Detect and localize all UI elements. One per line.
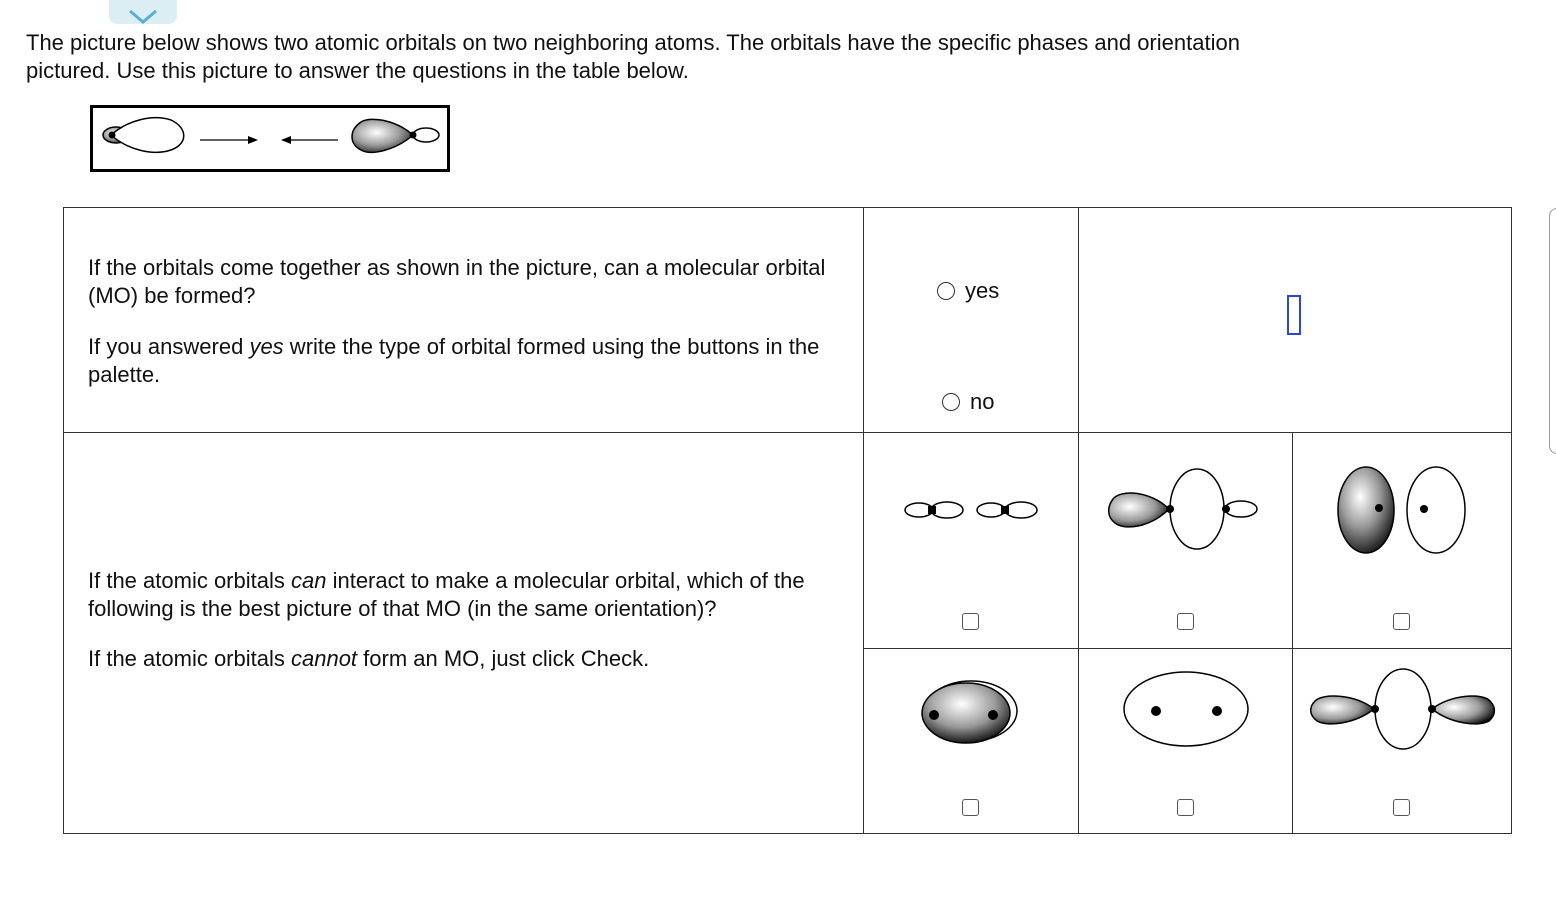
mo-type-answer-box[interactable] [1287, 295, 1301, 335]
no-label: no [970, 389, 995, 414]
q1-instr-em: yes [249, 334, 284, 359]
q2-instr-em: cannot [290, 646, 358, 671]
mo-option-6-checkbox[interactable] [1393, 799, 1410, 816]
question2-cell [64, 433, 864, 834]
mo-option-3-checkbox[interactable] [1393, 613, 1410, 630]
mo-option-2-checkbox[interactable] [1177, 613, 1194, 630]
intro-line-2: pictured. Use this picture to answer the questions in the table below. [26, 58, 689, 83]
no-radio[interactable] [942, 393, 960, 411]
right-p-orbital [352, 119, 439, 152]
yes-label: yes [965, 278, 1000, 303]
collapse-tab[interactable] [109, 0, 177, 24]
q2-text-post: interact to make a molecular orbital, which of the following is the best picture of that MO (in the same orientation)? [88, 568, 805, 621]
intro-line-1: The picture below shows two atomic orbitals on two neighboring atoms. The orbitals have the specific phases and orientation [26, 30, 1240, 55]
mo-option-3[interactable] [1293, 433, 1512, 649]
mo-option-5[interactable] [1079, 649, 1293, 834]
chevron-down-icon [126, 10, 160, 24]
mo-option-4[interactable] [864, 649, 1079, 834]
question1-instruction [88, 333, 839, 389]
palette-panel-edge[interactable] [1549, 208, 1556, 454]
two-s-orbitals-picture [1293, 433, 1512, 613]
arrow-left [281, 136, 338, 144]
mo-option-4-checkbox[interactable] [962, 799, 979, 816]
q2-text-em: can [290, 568, 327, 593]
intro-text [26, 29, 1506, 85]
shaded-lobe-circle-picture [1079, 433, 1293, 613]
q2-instr-pre: If the atomic orbitals [88, 646, 291, 671]
question1-text: If the orbitals come together as shown in the picture, can a molecular orbital (MO) be formed? [88, 255, 826, 308]
question-table [63, 207, 1512, 834]
q1-instr-pre: If you answered [88, 334, 250, 359]
yes-no-cell [864, 208, 1079, 433]
yes-radio[interactable] [937, 282, 955, 300]
shaded-lobes-center-circle-picture [1293, 649, 1512, 799]
q2-text-pre: If the atomic orbitals [88, 568, 291, 593]
mo-option-5-checkbox[interactable] [1177, 799, 1194, 816]
shaded-ellipse-picture [864, 649, 1079, 799]
left-p-orbital [103, 118, 184, 153]
mo-option-2[interactable] [1079, 433, 1293, 649]
q1-instr-post: write the type of orbital formed using the buttons in the palette. [88, 334, 820, 387]
q2-instr-post: form an MO, just click Check. [357, 646, 650, 671]
approaching-orbitals-diagram [93, 108, 447, 169]
two-small-p-orbitals-picture [864, 433, 1079, 613]
mo-option-1-checkbox[interactable] [962, 613, 979, 630]
white-ellipse-picture [1079, 649, 1293, 799]
orbital-picture [90, 105, 450, 172]
yes-option[interactable] [937, 278, 999, 304]
no-option[interactable] [942, 389, 994, 415]
arrow-right [200, 136, 258, 144]
question2-text [88, 567, 839, 623]
mo-option-6[interactable] [1293, 649, 1512, 834]
mo-option-1[interactable] [864, 433, 1079, 649]
question1-cell [64, 208, 864, 433]
question2-instruction [88, 645, 839, 673]
answer-cell [1079, 208, 1512, 433]
